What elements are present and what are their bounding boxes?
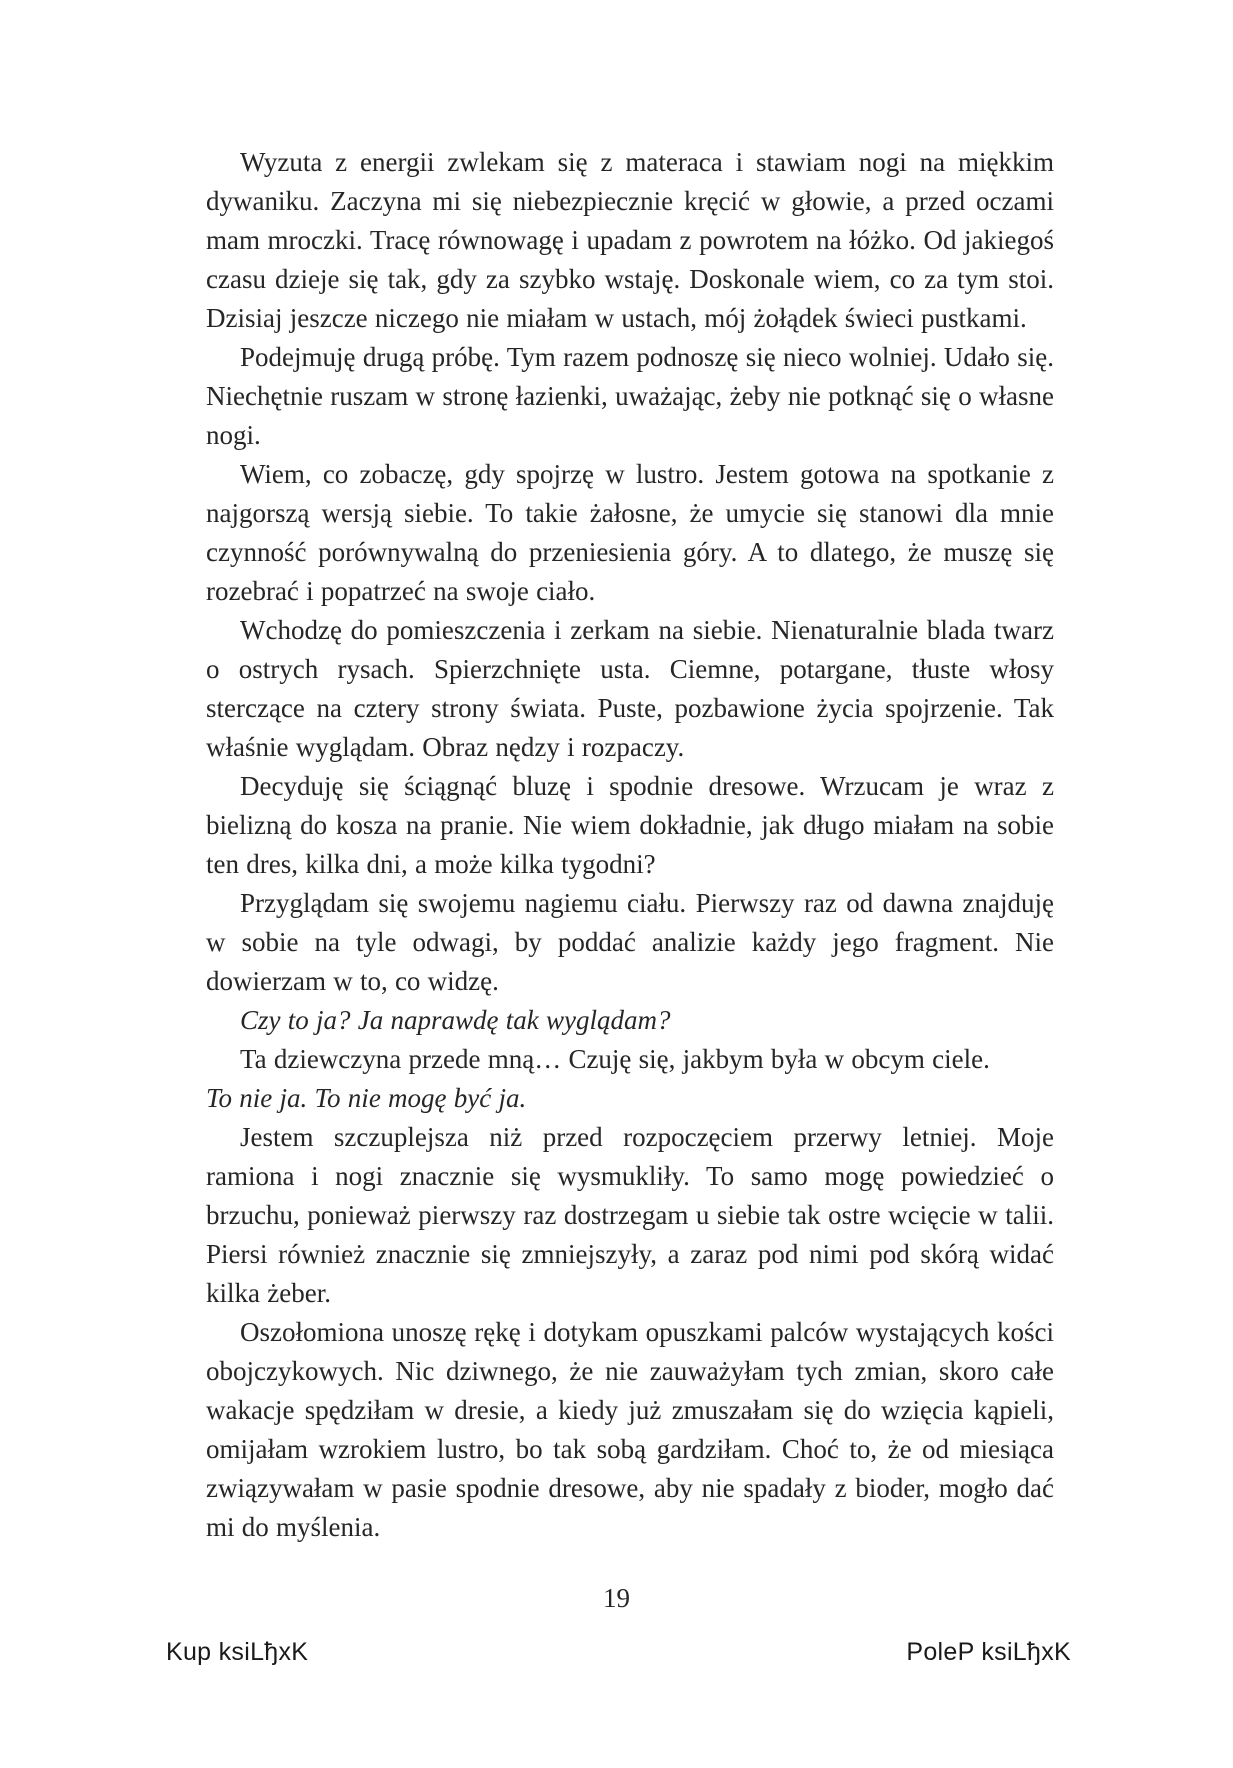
paragraph: Wiem, co zobaczę, gdy spojrzę w lustro. Jestem gotowa na spotkanie z najgorszą wersją siebie. To takie żałosne, że umycie się stanowi dla mnie czynność porównywalną do przeniesienia góry. A to dlatego, że muszę się rozebrać i popatrzeć na swoje ciało. — [206, 459, 1054, 606]
footer-recommend-link[interactable]: PoleP ksiLђxK — [906, 1638, 1071, 1666]
paragraph: Wyzuta z energii zwlekam się z materaca i stawiam nogi na miękkim dywaniku. Zaczyna mi się niebezpiecznie kręcić w głowie, a przed oczami mam mroczki. Tracę równowagę i upadam z powrotem na łóżko. Od jakiegoś czasu dzieje się tak, gdy za szybko wstaję. Doskonale wiem, co za tym stoi. Dzisiaj jeszcze niczego nie miałam w ustach, mój żołądek świeci pustkami. — [206, 147, 1054, 333]
italic-thought: To nie ja. To nie mogę być ja. — [206, 1083, 527, 1113]
paragraph: Oszołomiona unoszę rękę i dotykam opuszkami palców wystających kości obojczykowych. Nic dziwnego, że nie zauważyłam tych zmian, skoro całe wakacje spędziłam w dresie, a kiedy już zmuszałam się do wzięcia kąpieli, omijałam wzrokiem lustro, bo tak sobą gardziłam. Choć to, że od miesiąca związywałam w pasie spodnie dresowe, aby nie spadały z bioder, mogło dać mi do myślenia. — [206, 1317, 1054, 1542]
paragraph: Jestem szczuplejsza niż przed rozpoczęciem przerwy letniej. Moje ramiona i nogi znacznie się wysmukliły. To samo mogę powiedzieć o brzuchu, ponieważ pierwszy raz dostrzegam u siebie tak ostre wcięcie w talii. Piersi również znacznie się zmniejszyły, a zaraz pod nimi pod skórą widać kilka żeber. — [206, 1122, 1054, 1308]
footer-buy-link[interactable]: Kup ksiLђxK — [166, 1638, 309, 1666]
italic-thought: Czy to ja? Ja naprawdę tak wyglądam? — [240, 1005, 671, 1035]
paragraph: Ta dziewczyna przede mną… Czuję się, jakbym była w obcym ciele. — [240, 1044, 990, 1074]
paragraph: Wchodzę do pomieszczenia i zerkam na siebie. Nienaturalnie blada twarz o ostrych rysach. Spierzchnięte usta. Ciemne, potargane, tłuste włosy sterczące na cztery strony świata. Puste, pozbawione życia spojrzenie. Tak właśnie wyglądam. Obraz nędzy i rozpaczy. — [206, 615, 1054, 762]
body-text — [206, 143, 1054, 1547]
paragraph: Decyduję się ściągnąć bluzę i spodnie dresowe. Wrzucam je wraz z bielizną do kosza na pranie. Nie wiem dokładnie, jak długo miałam na sobie ten dres, kilka dni, a może kilka tygodni? — [206, 771, 1054, 879]
paragraph: Podejmuję drugą próbę. Tym razem podnoszę się nieco wolniej. Udało się. Niechętnie ruszam w stronę łazienki, uważając, żeby nie potknąć się o własne nogi. — [206, 342, 1054, 450]
paragraph: Przyglądam się swojemu nagiemu ciału. Pierwszy raz od dawna znajduję w sobie na tyle odwagi, by poddać analizie każdy jego fragment. Nie dowierzam w to, co widzę. — [206, 888, 1054, 996]
page-number: 19 — [603, 1583, 630, 1613]
